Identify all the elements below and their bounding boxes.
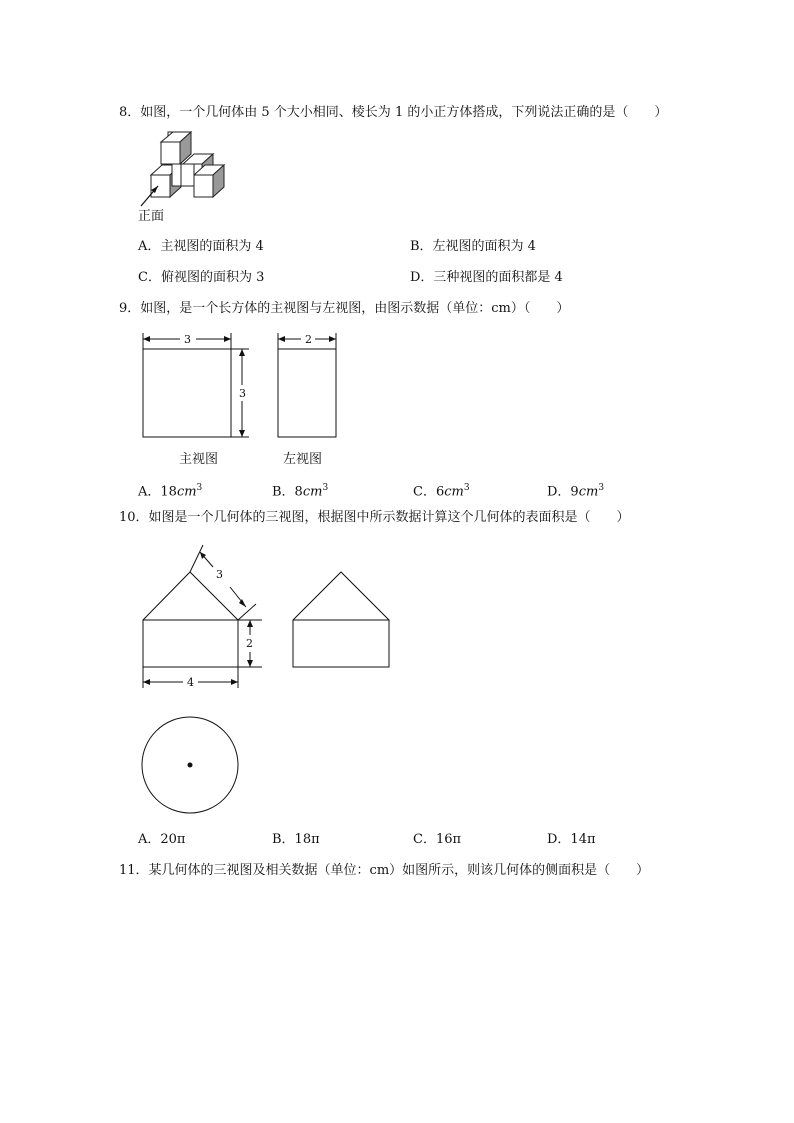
q9-option-d: D．$9cm^3$ <box>547 483 605 500</box>
height-dimension: 2 <box>246 637 253 650</box>
q10-option-c: C．16π <box>413 832 462 847</box>
question-9-text: 9．如图，是一个长方体的主视图与左视图，由图示数据（单位：cm）（ ） <box>119 301 570 316</box>
main-view-caption: 主视图 <box>179 452 219 467</box>
q8-option-d: D．三种视图的面积都是 4 <box>410 270 563 285</box>
q9-option-c: C．$6cm^3$ <box>413 483 470 500</box>
main-top-dimension: 3 <box>184 333 191 346</box>
q8-option-c: C．俯视图的面积为 3 <box>138 270 265 285</box>
main-side-dimension: 3 <box>239 387 246 400</box>
front-view-triangle <box>143 572 238 620</box>
q8-option-b: B．左视图的面积为 4 <box>410 239 536 254</box>
left-view-caption: 左视图 <box>283 452 323 467</box>
front-view-rect <box>143 620 238 667</box>
front-label: 正面 <box>138 209 165 224</box>
q10-option-d: D．14π <box>547 832 596 847</box>
question-10-text: 10．如图是一个几何体的三视图，根据图中所示数据计算这个几何体的表面积是（ ） <box>119 510 630 525</box>
side-view-triangle <box>293 572 389 620</box>
circle-center-dot <box>188 763 193 768</box>
q10-option-a: A．20π <box>138 832 186 847</box>
left-top-dimension: 2 <box>305 333 312 346</box>
q8-option-a: A．主视图的面积为 4 <box>138 239 264 254</box>
side-view-rect <box>293 620 389 667</box>
q9-option-a: A．$18cm^3$ <box>138 483 203 500</box>
width-dimension: 4 <box>187 676 194 689</box>
question-11-text: 11．某几何体的三视图及相关数据（单位：cm）如图所示，则该几何体的侧面积是（ ） <box>119 863 650 878</box>
slant-dimension: 3 <box>216 568 223 581</box>
q10-option-b: B．18π <box>272 832 320 847</box>
q9-option-b: B．$8cm^3$ <box>272 483 329 500</box>
question-8-text: 8．如图，一个几何体由 5 个大小相同、棱长为 1 的小正方体搭成，下列说法正确的是（ ） <box>119 105 668 120</box>
